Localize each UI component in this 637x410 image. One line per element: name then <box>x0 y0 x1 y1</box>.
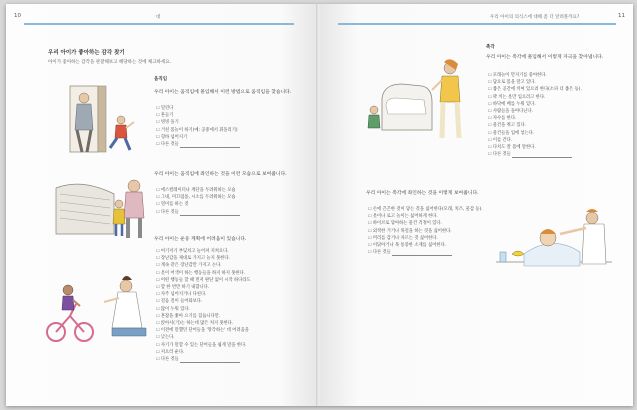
checklist-item: ☐ 이를 간다. <box>488 137 582 144</box>
checklist-item: ☐ 다른 것들 <box>156 356 251 363</box>
checklist-item: ☐ 자기가 말할 수 있는 단어들을 쉽게 말을 한다. <box>156 342 251 349</box>
fill-in-line <box>392 251 452 256</box>
checklist-item: ☐ 많이 누워 있다. <box>156 306 251 313</box>
fill-in-line <box>180 143 240 148</box>
q2-options <box>156 187 240 216</box>
checklist-item: ☐ 머리를 감거나 자르는 것 싫어한다. <box>368 235 483 242</box>
checklist-item: ☐ 거친 몸놀이 하기(예: 공중에서 휘돌리기) <box>156 127 240 134</box>
checklist-item: ☐ 자수를 한다. <box>488 115 582 122</box>
running-head-left: 대 <box>156 15 161 20</box>
checklist-item: ☐ 다른 것들 <box>368 249 483 256</box>
checklist-item: ☐ 낮는다. <box>156 334 251 341</box>
left-page <box>6 4 318 406</box>
checklist-item: ☐ 걸음 걸이 들어와보다. <box>156 298 251 305</box>
q4-options <box>488 72 582 158</box>
section-touch: 촉각 <box>486 45 495 50</box>
checklist-item: ☐ 옷이 어색이 하는 행동들을 하지 하지 못한다. <box>156 270 251 277</box>
question-4: 우리 아이는 촉각에 몰입해서 이렇게 자극을 찾아냅니다. <box>486 55 604 60</box>
illustration-tricycle <box>42 266 154 350</box>
page-number-right: 11 <box>618 13 625 19</box>
header-rule-right <box>338 23 616 25</box>
checklist-item: ☐ 멀미를 하는 것 <box>156 201 240 208</box>
checklist-item: ☐ 형바 넘어지기 <box>156 134 240 141</box>
question-1: 우리 아이는 움직임에 몰입해서 이런 방법으로 움직임을 찾습니다. <box>154 90 292 95</box>
page-title: 우리 아이가 좋아하는 감각 찾기 <box>48 50 125 56</box>
illustration-hair-washing <box>494 204 618 288</box>
illustration-escalator <box>52 174 152 242</box>
checklist-item: ☐ 옷이나 로고 놀이는 싫어하게 한다. <box>368 213 483 220</box>
q5-options <box>368 206 483 256</box>
checklist-item: ☐ 물건을 쥐고 있다. <box>488 122 582 129</box>
right-page <box>320 4 633 406</box>
checklist-item: ☐ 여기저기 부딪치고 늘어져 지쳐요다. <box>156 248 251 255</box>
illustration-armchair <box>346 58 476 144</box>
checklist-item: ☐ 밀린다 <box>156 105 240 112</box>
checklist-item: ☐ 다른 것들 <box>488 151 582 158</box>
checklist-item: ☐ 에스컬레이터나 계단을 두려워하는 모습 <box>156 187 240 194</box>
q3-options <box>156 248 251 363</box>
fill-in-line <box>180 358 240 363</box>
checklist-item: ☐ 하이브로 닿아하는 물건 걱정이 있다. <box>368 220 483 227</box>
checklist-item: ☐ 장난감을 제대로 가지고 놀지 못한다. <box>156 255 251 262</box>
question-3: 우리 아이는 운동 계획에 어려움이 있습니다. <box>154 237 247 242</box>
section-movement: 움직임 <box>154 77 168 82</box>
checklist-item: ☐ 다른 것들 <box>156 209 240 216</box>
checklist-item: ☐ 담요로 몸을 말고 있다. <box>488 79 582 86</box>
checklist-item: ☐ 이전에 말했던 단어들을 '망각하는' 데 어려움을 <box>156 327 251 334</box>
checklist-item: ☐ 저으러 운다. <box>156 349 251 356</box>
fill-in-line <box>180 211 240 216</box>
checklist-item: ☐ 할 한 번만 하기 내합니다. <box>156 284 251 291</box>
checklist-item: ☐ 다른 것들 <box>156 141 240 148</box>
checklist-item: ☐ 그네, 미끄럼틀, 시소를 두려워하는 모습 <box>156 194 240 201</box>
fill-in-line <box>512 153 572 158</box>
checklist-item: ☐ 외적한 거거나 목걸을 하는 것을 싫어한다. <box>368 228 483 235</box>
checklist-item: ☐ 손에 끈끈한 것이 닿는 것을 싫어한다(모래, 치즈, 물감 등). <box>368 206 483 213</box>
checklist-item: ☐ 다치도 잘 몸에 말한다. <box>488 144 582 151</box>
checklist-item: ☐ 물건들을 입에 넣는다. <box>488 130 582 137</box>
page-number-left: 10 <box>14 13 21 19</box>
open-book <box>6 4 633 406</box>
question-5: 우리 아이는 촉각에 좌인하는 것을 이렇게 보여줍니다. <box>366 191 479 196</box>
q1-options <box>156 105 240 148</box>
question-2: 우리 아이는 움직임에 좌인하는 것을 이런 모습으로 보여줍니다. <box>154 172 287 177</box>
running-head-right: 우리 아이의 의식스에 대해 좀 더 알려볼까요? <box>490 15 580 20</box>
checklist-item: ☐ 사람들을 돌아다닌다. <box>488 108 582 115</box>
header-rule-left <box>24 23 294 25</box>
checklist-item: ☐ 바닥에 배를 누워 있다. <box>488 101 582 108</box>
checklist-item: ☐ 좁은 공간에 끼여 있으려 한다(소파 더 좁은 등). <box>488 86 582 93</box>
checklist-item: ☐ 자주 넘어지거나 다친다. <box>156 291 251 298</box>
checklist-item: ☐ 빙빙 돌기 <box>156 119 240 126</box>
checklist-item: ☐ 모래놀이 만지기를 좋아한다. <box>488 72 582 79</box>
checklist-item: ☐ 이닦아거나 목 통증한 소재를 싫어한다. <box>368 242 483 249</box>
page-subtitle: 아이가 좋아하는 감각을 관찰해보고 해당하는 것에 체크하세요. <box>48 60 172 65</box>
illustration-father-and-boy <box>64 82 144 162</box>
checklist-item: ☐ 계속 같은 장난감만 가지고 논다. <box>156 262 251 269</box>
checklist-item: ☐ 흔들기 <box>156 112 240 119</box>
checklist-item: ☐ 어떤 행동들 할 때 먼저 판단 없이 시작 하다라도 <box>156 277 251 284</box>
checklist-item: ☐ 꽉 끼는 옷만 입으려고 한다. <box>488 94 582 101</box>
checklist-item: ☐ 혼잡을 쫓아 요기를 힘듭니다만. <box>156 313 251 320</box>
checklist-item: ☐ 앉아서(거)는 하는데 많은 처지 못한다. <box>156 320 251 327</box>
